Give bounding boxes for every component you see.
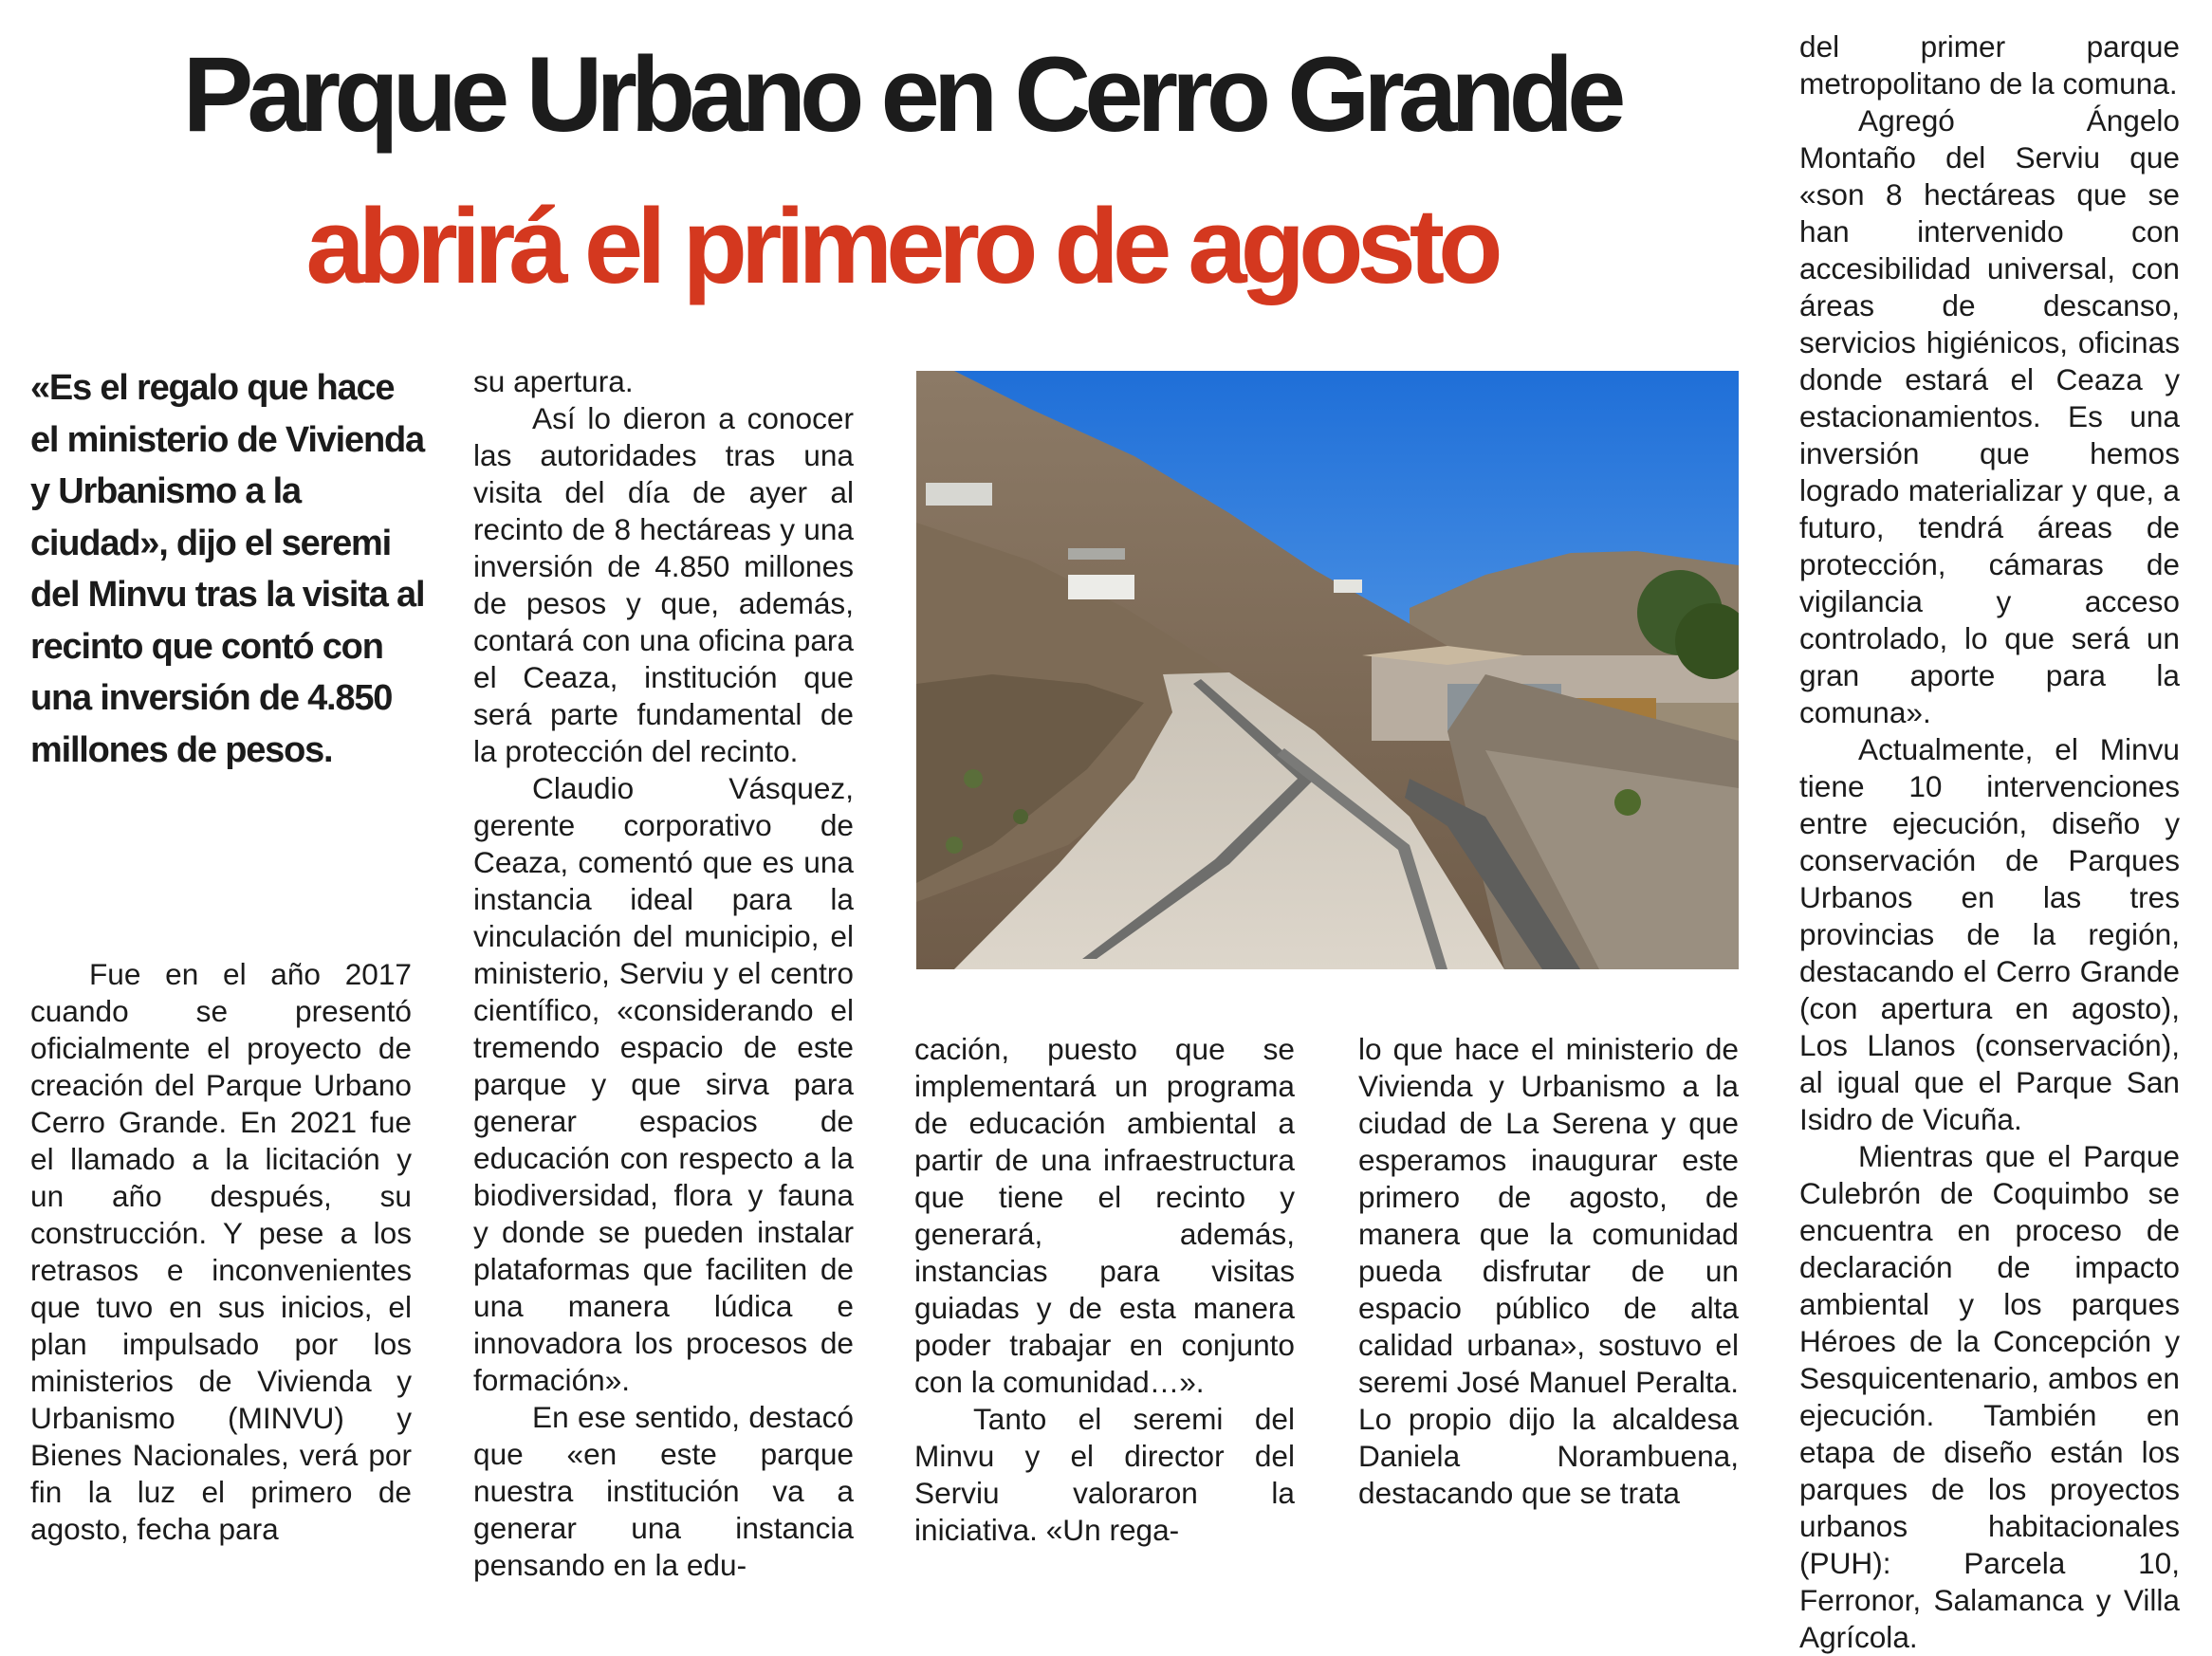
article-column-3 xyxy=(914,1031,1295,1549)
park-pathway-photo xyxy=(916,371,1739,969)
paragraph: Fue en el año 2017 cuando se presentó oficialmente el proyecto de creación del Parque Urbano Cerro Grande. En 2021 fue el llamado a la licitación y un año después, su construcción. Y pese a los retrasos e inconvenientes que tuvo en sus inicios, el plan impulsado por los ministerios de Vivienda y Urbanismo (MINVU) y Bienes Nacionales, verá por fin la luz el primero de agosto, fecha para xyxy=(30,957,412,1546)
paragraph: En ese sentido, destacó que «en este parque nuestra institución va a generar una instancia pensando en la edu- xyxy=(473,1400,854,1582)
article-column-1 xyxy=(30,956,412,1548)
headline-line-1: Parque Urbano en Cerro Grande xyxy=(182,35,1620,154)
paragraph: Tanto el seremi del Minvu y el director del Serviu valoraron la iniciativa. «Un rega- xyxy=(914,1402,1295,1547)
paragraph: Claudio Vásquez, gerente corporativo de Ceaza, comentó que es una instancia ideal para la vinculación del municipio, el ministerio, Serviu y el centro científico, «considerando el tremendo espacio de este parque y que sirva para generar espacios de educación con respecto a la biodiversidad, flora y fauna y donde se pueden instalar plataformas que faciliten de una manera lúdica e innovadora los procesos de formación». xyxy=(473,771,854,1397)
paragraph: su apertura. xyxy=(473,364,634,398)
headline-line-2: abrirá el primero de agosto xyxy=(305,187,1497,305)
paragraph: Agregó Ángelo Montaño del Serviu que «son 8 hectáreas que se han intervenido con accesibilidad universal, con áreas de descanso, servicios higiénicos, oficinas donde estará el Ceaza y estacionamientos. Es una inversión que hemos logrado materializar y que, a futuro, tendrá áreas de protección, cámaras de vigilancia y acceso controlado, lo que será un gran aporte para la comuna». xyxy=(1799,103,2180,729)
lead-quote: «Es el regalo que hace el ministerio de Vivienda y Urbanismo a la ciudad», dijo el seremi del Minvu tras la visita al recinto que contó con una inversión de 4.850 millones de pesos. xyxy=(30,368,425,770)
paragraph: lo que hace el ministerio de Vivienda y Urbanismo a la ciudad de La Serena y que esperamos inaugurar este primero de agosto, de manera que la comunidad pueda disfrutar de un espacio público de alta calidad urbana», sostuvo el seremi José Manuel Peralta. Lo propio dijo la alcaldesa Daniela Norambuena, destacando que se trata xyxy=(1358,1032,1739,1510)
article-column-4 xyxy=(1358,1031,1739,1512)
paragraph: Actualmente, el Minvu tiene 10 intervenciones entre ejecución, diseño y conservación de Parques Urbanos en las tres provincias de la región, destacando el Cerro Grande (con apertura en agosto), Los Llanos (conservación), al igual que el Parque San Isidro de Vicuña. xyxy=(1799,732,2180,1136)
paragraph: Mientras que el Parque Culebrón de Coquimbo se encuentra en proceso de declaración de impacto ambiental y los parques Héroes de la Concepción y Sesquicentenario, ambos en ejecución. También en etapa de diseño están los parques de los proyectos urbanos habitacionales (PUH): Parcela 10, Ferronor, Salamanca y Villa Agrícola. xyxy=(1799,1139,2180,1654)
paragraph: Así lo dieron a conocer las autoridades tras una visita del día de ayer al recinto de 8 hectáreas y una inversión de 4.850 millones de pesos y que, además, contará con una oficina para el Ceaza, institución que será parte fundamental de la protección del recinto. xyxy=(473,401,854,768)
article-column-2 xyxy=(473,363,854,1584)
article-column-5 xyxy=(1799,28,2180,1656)
paragraph: del primer parque metropolitano de la comuna. xyxy=(1799,29,2180,101)
paragraph: cación, puesto que se implementará un programa de educación ambiental a partir de una infraestructura que tiene el recinto y generará, además, instancias para visitas guiadas y de esta manera poder trabajar en conjunto con la comunidad…». xyxy=(914,1032,1295,1399)
